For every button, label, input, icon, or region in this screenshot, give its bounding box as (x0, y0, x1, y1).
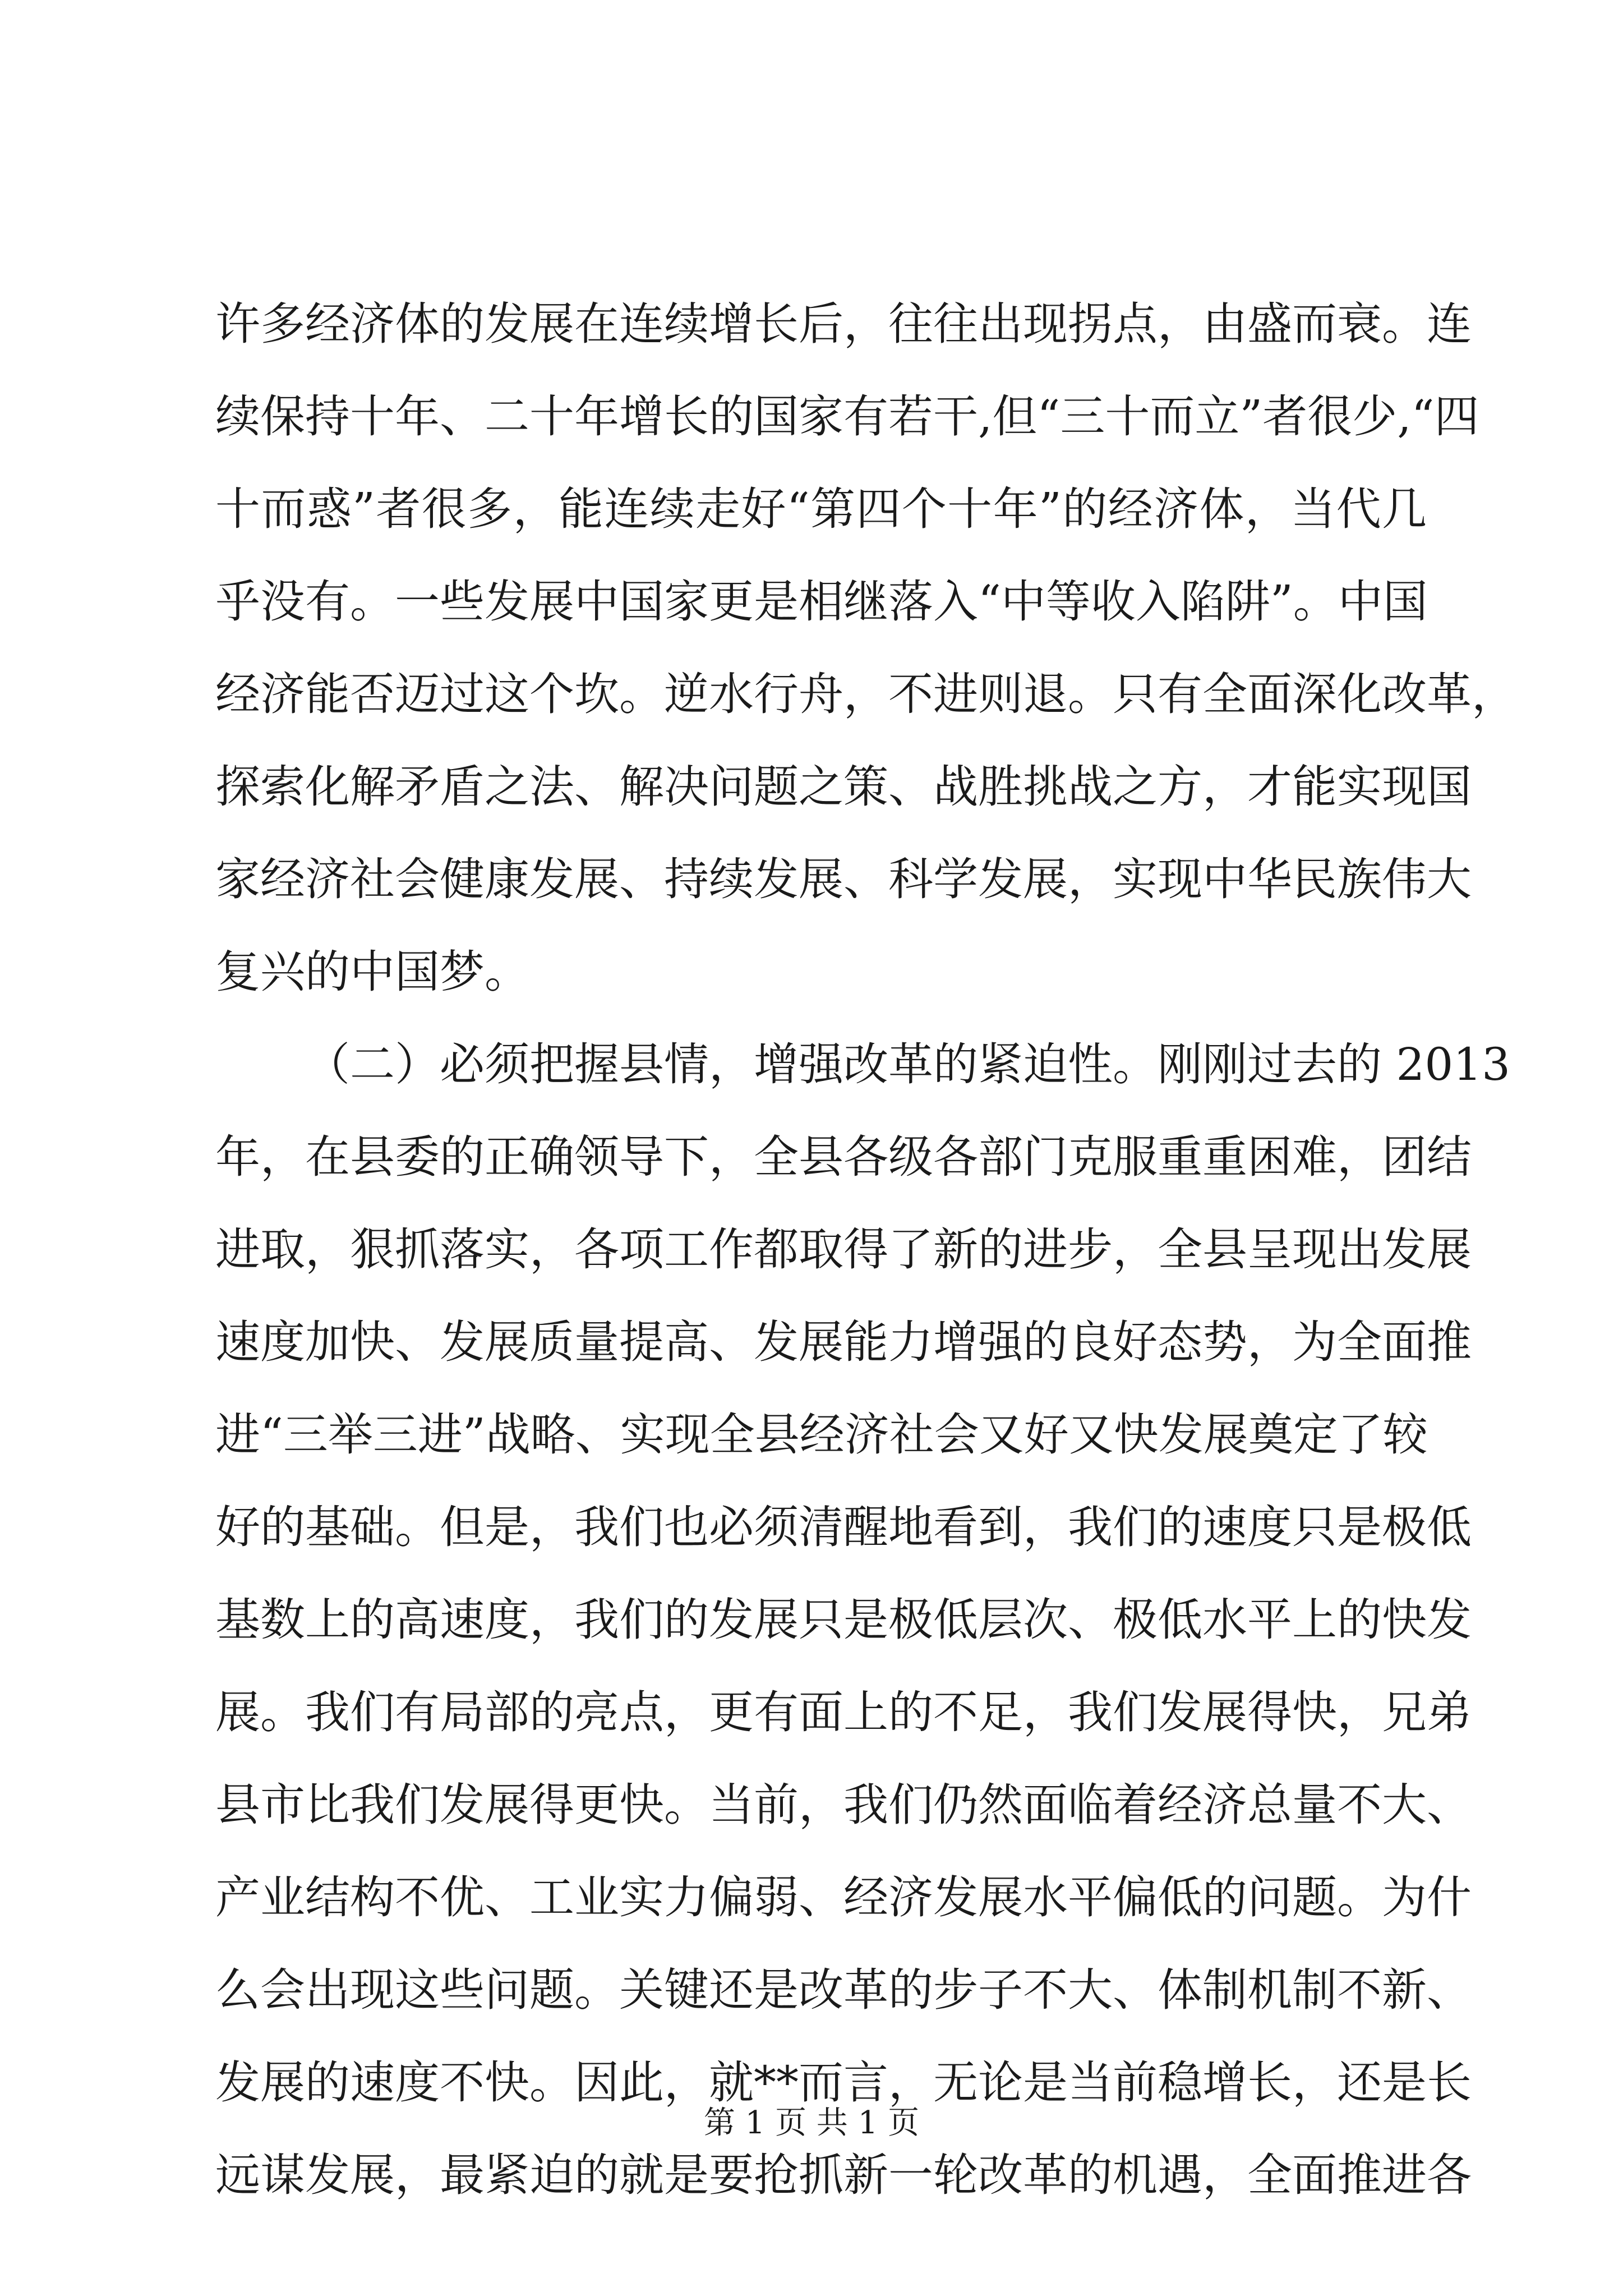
section-heading-line: （二）必须把握县情，增强改革的紧迫性。刚刚过去的 2013 (305, 1038, 1511, 1091)
text-line: 远谋发展，最紧迫的就是要抢抓新一轮改革的机遇，全面推进各 (215, 2149, 1472, 2201)
text-line: 产业结构不优、工业实力偏弱、经济发展水平偏低的问题。为什 (215, 1871, 1472, 1924)
text-line: 乎没有。一些发展中国家更是相继落入“中等收入陷阱”。中国 (215, 576, 1428, 628)
text-line: 十而惑”者很多，能连续走好“第四个十年”的经济体，当代几 (215, 483, 1427, 535)
text-line: 经济能否迈过这个坎。逆水行舟，不进则退。只有全面深化改革， (215, 668, 1516, 720)
text-line: 好的基础。但是，我们也必须清醒地看到，我们的速度只是极低 (215, 1501, 1472, 1553)
text-line: 家经济社会健康发展、持续发展、科学发展，实现中华民族伟大 (215, 853, 1472, 905)
document-body (215, 278, 1516, 2221)
text-line: 发展的速度不快。因此，就**而言，无论是当前稳增长，还是长 (215, 2056, 1472, 2109)
text-line: 基数上的高速度，我们的发展只是极低层次、极低水平上的快发 (215, 1594, 1472, 1646)
text-line: 续保持十年、二十年增长的国家有若干,但“三十而立”者很少,“四 (215, 390, 1479, 443)
text-line: 复兴的中国梦。 (215, 946, 529, 998)
page-number-footer: 第 1 页 共 1 页 (703, 2105, 920, 2141)
text-line: 进取，狠抓落实，各项工作都取得了新的进步，全县呈现出发展 (215, 1223, 1472, 1276)
text-line: 速度加快、发展质量提高、发展能力增强的良好态势，为全面推 (215, 1316, 1472, 1368)
text-line: 年，在县委的正确领导下，全县各级各部门克服重重困难，团结 (215, 1131, 1472, 1183)
text-line: 县市比我们发展得更快。当前，我们仍然面临着经济总量不大、 (215, 1779, 1472, 1831)
text-line: 展。我们有局部的亮点，更有面上的不足，我们发展得快，兄弟 (215, 1686, 1472, 1738)
text-line: 探索化解矛盾之法、解决问题之策、战胜挑战之方，才能实现国 (215, 761, 1472, 813)
text-line: 许多经济体的发展在连续增长后，往往出现拐点，由盛而衰。连 (215, 298, 1472, 350)
text-line: 进“三举三进”战略、实现全县经济社会又好又快发展奠定了较 (215, 1409, 1428, 1461)
text-line: 么会出现这些问题。关键还是改革的步子不大、体制机制不新、 (215, 1964, 1472, 2016)
